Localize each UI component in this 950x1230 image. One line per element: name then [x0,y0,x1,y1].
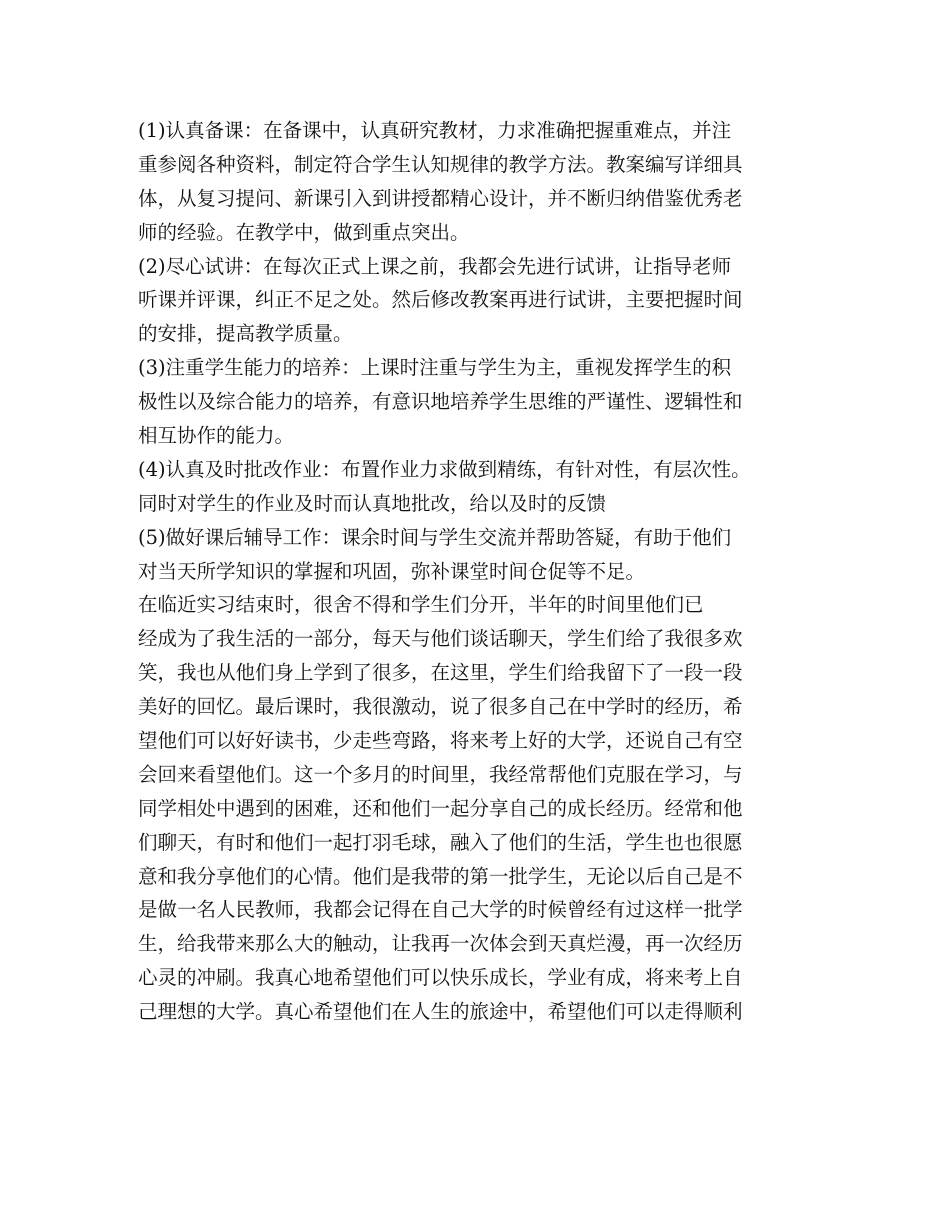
text-line: 同时对学生的作业及时而认真地批改，给以及时的反馈 [138,491,607,515]
text-line: 体，从复习提问、新课引入到讲授都精心设计，并不断归纳借鉴优秀老 [138,186,743,210]
text-line: 相互协作的能力。 [138,424,295,448]
text-line: 心灵的冲刷。我真心地希望他们可以快乐成长，学业有成，将来考上自 [138,966,743,990]
text-line: 在临近实习结束时，很舍不得和学生们分开，半年的时间里他们已 [138,593,704,617]
text-line: 听课并评课，纠正不足之处。然后修改教案再进行试讲，主要把握时间 [138,288,743,312]
text-line: (1)认真备课：在备课中，认真研究教材，力求准确把握重难点，并注 [138,119,732,142]
text-line: (4)认真及时批改作业：布置作业力求做到精练，有针对性，有层次性。 [138,457,751,481]
text-line: 们聊天，有时和他们一起打羽毛球，融入了他们的生活，学生也也很愿 [138,830,743,854]
text-line: 同学相处中遇到的困难，还和他们一起分享自己的成长经历。经常和他 [138,796,743,820]
text-line: 己理想的大学。真心希望他们在人生的旅途中，希望他们可以走得顺利 [138,1000,743,1024]
text-line: (5)做好课后辅导工作：课余时间与学生交流并帮助答疑，有助于他们 [138,525,732,549]
text-line: 意和我分享他们的心情。他们是我带的第一批学生，无论以后自己是不 [138,864,743,888]
text-line: 望他们可以好好读书，少走些弯路，将来考上好的大学，还说自己有空 [138,729,743,753]
text-line: 美好的回忆。最后课时，我很激动，说了很多自己在中学时的经历，希 [138,695,743,719]
text-line: 极性以及综合能力的培养，有意识地培养学生思维的严谨性、逻辑性和 [138,390,743,414]
body-text [138,114,838,1029]
text-line: 会回来看望他们。这一个多月的时间里，我经常帮他们克服在学习，与 [138,762,743,786]
text-line: 的安排，提高教学质量。 [138,322,353,346]
text-line: (3)注重学生能力的培养：上课时注重与学生为主，重视发挥学生的积 [138,356,732,380]
text-line: 是做一名人民教师，我都会记得在自己大学的时候曾经有过这样一批学 [138,898,743,922]
text-line: 师的经验。在教学中，做到重点突出。 [138,220,470,244]
text-line: 笑，我也从他们身上学到了很多，在这里，学生们给我留下了一段一段 [138,661,743,685]
text-line: (2)尽心试讲：在每次正式上课之前，我都会先进行试讲，让指导老师 [138,254,732,278]
text-line: 重参阅各种资料，制定符合学生认知规律的教学方法。教案编写详细具 [138,152,743,176]
text-line: 经成为了我生活的一部分，每天与他们谈话聊天，学生们给了我很多欢 [138,627,743,651]
text-line: 生，给我带来那么大的触动，让我再一次体会到天真烂漫，再一次经历 [138,932,743,956]
text-line: 对当天所学知识的掌握和巩固，弥补课堂时间仓促等不足。 [138,559,646,583]
